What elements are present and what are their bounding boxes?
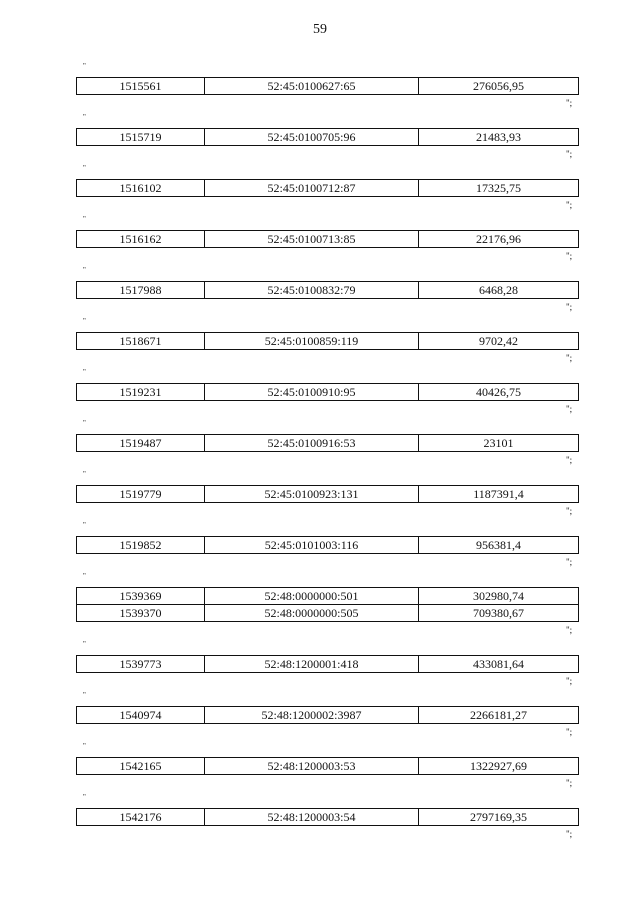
cadastral-number-cell: 52:48:1200001:418 xyxy=(205,656,419,673)
data-table xyxy=(76,536,579,554)
table-row xyxy=(77,656,579,673)
object-number-cell: 1519487 xyxy=(77,435,205,452)
table-row xyxy=(77,707,579,724)
value-cell: 956381,4 xyxy=(419,537,579,554)
table-row xyxy=(77,809,579,826)
closing-quote: "; xyxy=(566,625,573,635)
closing-quote: "; xyxy=(566,302,573,312)
value-cell: 276056,95 xyxy=(419,78,579,95)
data-table xyxy=(76,179,579,197)
table-row xyxy=(77,486,579,503)
value-cell: 17325,75 xyxy=(419,180,579,197)
value-cell: 709380,67 xyxy=(419,605,579,622)
closing-quote: "; xyxy=(566,200,573,210)
value-cell: 1187391,4 xyxy=(419,486,579,503)
closing-quote: "; xyxy=(566,676,573,686)
data-table xyxy=(76,808,579,826)
object-number-cell: 1539773 xyxy=(77,656,205,673)
closing-quote: "; xyxy=(566,404,573,414)
cadastral-number-cell: 52:48:1200003:53 xyxy=(205,758,419,775)
closing-quote: "; xyxy=(566,778,573,788)
object-number-cell: 1542165 xyxy=(77,758,205,775)
closing-quote: "; xyxy=(566,149,573,159)
closing-quote: "; xyxy=(566,455,573,465)
table-row xyxy=(77,333,579,350)
opening-quote: " xyxy=(83,164,86,172)
value-cell: 433081,64 xyxy=(419,656,579,673)
data-table xyxy=(76,757,579,775)
value-cell: 40426,75 xyxy=(419,384,579,401)
opening-quote: " xyxy=(83,368,86,376)
value-cell: 2797169,35 xyxy=(419,809,579,826)
closing-quote: "; xyxy=(566,251,573,261)
object-number-cell: 1519852 xyxy=(77,537,205,554)
data-table xyxy=(76,77,579,95)
cadastral-number-cell: 52:45:0100859:119 xyxy=(205,333,419,350)
object-number-cell: 1539369 xyxy=(77,588,205,605)
object-number-cell: 1517988 xyxy=(77,282,205,299)
table-row xyxy=(77,384,579,401)
opening-quote: " xyxy=(83,572,86,580)
opening-quote: " xyxy=(83,742,86,750)
table-row xyxy=(77,231,579,248)
cadastral-number-cell: 52:45:0100832:79 xyxy=(205,282,419,299)
opening-quote: " xyxy=(83,691,86,699)
object-number-cell: 1519231 xyxy=(77,384,205,401)
value-cell: 2266181,27 xyxy=(419,707,579,724)
table-row xyxy=(77,282,579,299)
opening-quote: " xyxy=(83,62,86,70)
cadastral-number-cell: 52:48:1200003:54 xyxy=(205,809,419,826)
object-number-cell: 1519779 xyxy=(77,486,205,503)
cadastral-number-cell: 52:48:0000000:501 xyxy=(205,588,419,605)
object-number-cell: 1540974 xyxy=(77,707,205,724)
opening-quote: " xyxy=(83,266,86,274)
value-cell: 21483,93 xyxy=(419,129,579,146)
table-row xyxy=(77,537,579,554)
data-table xyxy=(76,281,579,299)
object-number-cell: 1516162 xyxy=(77,231,205,248)
value-cell: 23101 xyxy=(419,435,579,452)
object-number-cell: 1518671 xyxy=(77,333,205,350)
data-table xyxy=(76,383,579,401)
value-cell: 302980,74 xyxy=(419,588,579,605)
closing-quote: "; xyxy=(566,829,573,839)
closing-quote: "; xyxy=(566,506,573,516)
cadastral-number-cell: 52:45:0100916:53 xyxy=(205,435,419,452)
object-number-cell: 1539370 xyxy=(77,605,205,622)
cadastral-number-cell: 52:45:0101003:116 xyxy=(205,537,419,554)
cadastral-number-cell: 52:48:0000000:505 xyxy=(205,605,419,622)
object-number-cell: 1515719 xyxy=(77,129,205,146)
cadastral-number-cell: 52:45:0100705:96 xyxy=(205,129,419,146)
cadastral-number-cell: 52:48:1200002:3987 xyxy=(205,707,419,724)
object-number-cell: 1542176 xyxy=(77,809,205,826)
object-number-cell: 1515561 xyxy=(77,78,205,95)
table-row xyxy=(77,588,579,605)
data-table xyxy=(76,230,579,248)
value-cell: 6468,28 xyxy=(419,282,579,299)
data-table xyxy=(76,332,579,350)
closing-quote: "; xyxy=(566,353,573,363)
data-table xyxy=(76,706,579,724)
table-row xyxy=(77,605,579,622)
opening-quote: " xyxy=(83,215,86,223)
opening-quote: " xyxy=(83,521,86,529)
closing-quote: "; xyxy=(566,557,573,567)
opening-quote: " xyxy=(83,470,86,478)
data-table xyxy=(76,587,579,622)
cadastral-number-cell: 52:45:0100910:95 xyxy=(205,384,419,401)
object-number-cell: 1516102 xyxy=(77,180,205,197)
cadastral-number-cell: 52:45:0100712:87 xyxy=(205,180,419,197)
table-row xyxy=(77,758,579,775)
data-table xyxy=(76,128,579,146)
cadastral-number-cell: 52:45:0100713:85 xyxy=(205,231,419,248)
opening-quote: " xyxy=(83,419,86,427)
page-number: 59 xyxy=(313,22,327,37)
table-row xyxy=(77,129,579,146)
value-cell: 1322927,69 xyxy=(419,758,579,775)
data-table xyxy=(76,485,579,503)
cadastral-number-cell: 52:45:0100923:131 xyxy=(205,486,419,503)
opening-quote: " xyxy=(83,640,86,648)
table-row xyxy=(77,180,579,197)
opening-quote: " xyxy=(83,317,86,325)
table-row xyxy=(77,435,579,452)
data-table xyxy=(76,655,579,673)
closing-quote: "; xyxy=(566,727,573,737)
cadastral-number-cell: 52:45:0100627:65 xyxy=(205,78,419,95)
data-table xyxy=(76,434,579,452)
table-row xyxy=(77,78,579,95)
opening-quote: " xyxy=(83,113,86,121)
opening-quote: " xyxy=(83,793,86,801)
closing-quote: "; xyxy=(566,98,573,108)
value-cell: 22176,96 xyxy=(419,231,579,248)
value-cell: 9702,42 xyxy=(419,333,579,350)
